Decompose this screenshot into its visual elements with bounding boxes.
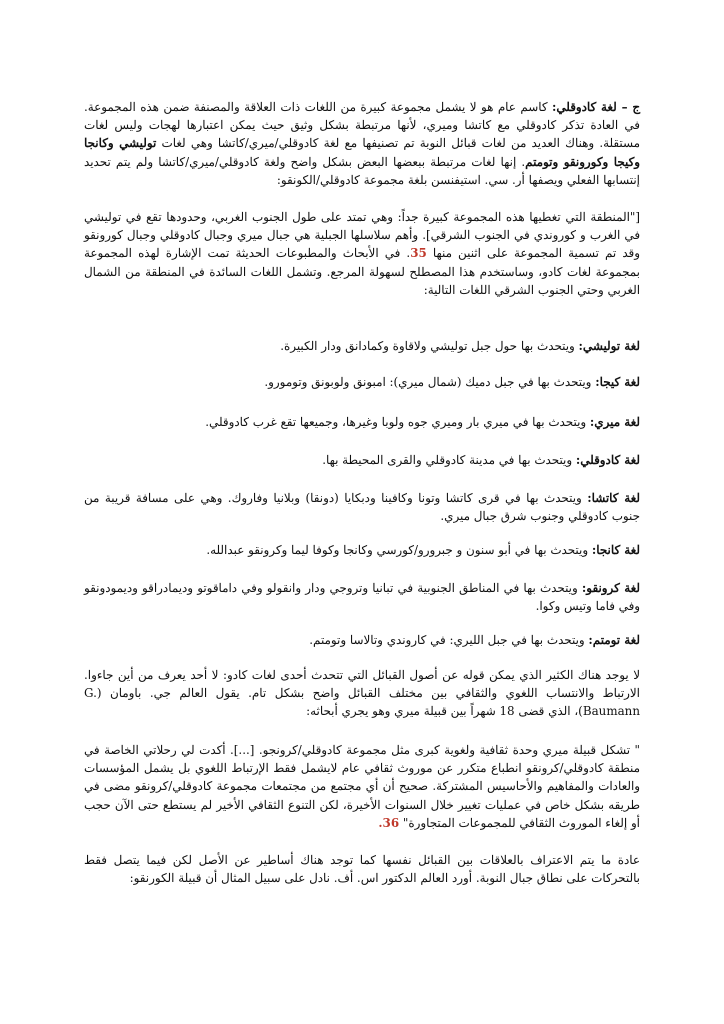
section-c-heading: ج – لغة كادوقلي: [551,100,641,114]
language-text: ويتحدث بها حول جبل توليشي ولاقاوة وكمادانق ودار الكبيرة. [280,339,579,353]
region-text-2: . في الأبحاث والمطبوعات الحديثة تمت الإشارة لهذه المجموعة بمجموعة لغات كادو، وساستخدم هذا المصطلح لسهولة المرجع. وتشمل اللغات السائدة في المنطقة من الشمال الغربي وحتي الجنوب الشرقي اللغات التالية: [84,246,640,297]
language-text: ويتحدث بها في أبو سنون و جبرورو/كورسي وكانجا وكوفا ليما وكرونقو عبدالله. [206,543,592,557]
language-text: ويتحدث بها في جبل الليري: في كاروندي وتالاسا وتومتم. [309,633,589,647]
language-name: لغة توليشي: [578,339,640,353]
language-item-krongo [84,579,640,615]
language-item-tulishi [84,337,640,355]
language-item-tumtum [84,631,640,649]
region-text-1: ["المنطقة التي تغطيها هذه المجموعة كبيرة جداً: وهي تمتد على طول الجنوب الغربي، وحدودها تقع في توليشي في الغرب و كوروندي في الجنوب الشرقي]. وأهم سلاسلها الجبلية هي جبال ميري وجبال كادوقلي وجبال كورونقو وقد تم تسمية المجموعة على اثنين منها [84,210,640,261]
language-item-miri [84,413,640,431]
footnote-36: 36. [378,815,400,830]
closing-text: عادة ما يتم الاعتراف بالعلاقات بين القبائل نفسها كما توجد هناك أساطير عن الأصل لكن فيما يتصل فقط بالتحركات على نطاق جبال النوبة. أورد العالم الدكتور اس. أف. نادل على سبيل المثال أن قبيلة الكورنقو: [84,853,640,886]
quote-text: " تشكل قبيلة ميري وحدة ثقافية ولغوية كبرى مثل مجموعة كادوقلي/كرونجو. [...]. أكدت لي رحلاتي الخاصة في منطقة كادوقلي/كرونقو انطباع متكرر عن موروث ثقافي عام لايشمل فقط الإرتباط اللغوي بل يشمل المؤسسات والعادات والمفاهيم والأحاسيس المشتركة. صحيح أن أي مجتمع من مجتمعات مجموعة كادوقلي/كرونقو مضى في طريقه بشكل خاص في عمليات تغيير خلال السنوات الأخيرة، لكن التنوع الثقافي الأخير لم يستطع حتى الآن حجب أو إلغاء الموروث الثقافي للمجموعات المتجاورة" [84,743,640,830]
language-text: ويتحدث بها في قرى كاتشا وتونا وكافينا ودبكايا (دونقا) وبلانيا وفاروك. وهي على مسافة قريبة من جنوب كادوقلي وجنوب شرق جبال ميري. [84,491,640,524]
section-c-paragraph [84,98,640,189]
footnote-35: 35 [410,246,427,261]
language-item-katcha [84,489,640,525]
language-name: لغة كادوقلي: [575,453,640,467]
language-text: ويتحدث بها في المناطق الجنوبية في تبانيا وتروجي ودار وانقولو وفي داماقوتو وديمادراقو وديمودونقو وفي فاما وتيس وكوا. [84,581,640,614]
language-name: لغة كرونقو: [581,581,640,595]
region-paragraph [84,208,640,299]
language-name: لغة تومتم: [588,633,640,647]
section-c-tail: . إنها لغات مرتبطة ببعضها البعض بشكل واضح ولغة كادوقلي/ميري/كاتشا ولم يتم تحديد إنتسابها الفعلي ويصفها أر. سي. استيفنسن بلغة مجموعة كادوقلي/الكونقو: [84,154,640,187]
language-name: لغة ميري: [589,415,640,429]
language-name: لغة كيجا: [595,375,640,389]
language-item-kanga [84,541,640,559]
section-c-language-names: توليشي وكانجا وكيجا وكورونقو وتومتم [84,136,640,169]
language-text: ويتحدث بها في مدينة كادوقلي والقرى المحيطة بها. [322,453,576,467]
language-name: لغة كانجا: [591,543,640,557]
language-item-kadugli [84,451,640,469]
language-text: ويتحدث بها في جبل دميك (شمال ميري): امبونق ولوبونق وتومورو. [264,375,596,389]
language-item-kija [84,373,640,391]
section-c-text: كاسم عام هو لا يشمل مجموعة كبيرة من اللغات ذات العلاقة والمصنفة ضمن هذه المجموعة. في العادة تذكر كادوقلي مع كاتشا وميري، لأنها مرتبطة بشكل وثيق حيث يمكن اعتبارها لهجات وليس لغات مستقلة. وهناك العديد من لغات قبائل النوبة تم تصنيفها مع لغة كادوقلي/ميري/كاتشا وهي لغات [84,100,640,151]
language-text: ويتحدث بها في ميري بار وميري جوه ولوبا وغيرها، وجميعها تقع غرب كادوقلي. [205,415,590,429]
quote-paragraph [84,741,640,832]
origins-paragraph [84,666,640,721]
closing-paragraph [84,851,640,887]
language-name: لغة كاتشا: [587,491,640,505]
origins-text: لا يوجد هناك الكثير الذي يمكن قوله عن أصول القبائل التي تتحدث أحدى لغات كادو: لا أحد يعرف من أين جاءوا. الارتباط والانتساب اللغوي والثقافي بين مختلف القبائل واضح بشكل تام. يقول العالم جي. باومان (G. Baumann)، الذي قضى 18 شهراً بين قبيلة ميري وهو يجري أبحاثه: [84,668,640,719]
